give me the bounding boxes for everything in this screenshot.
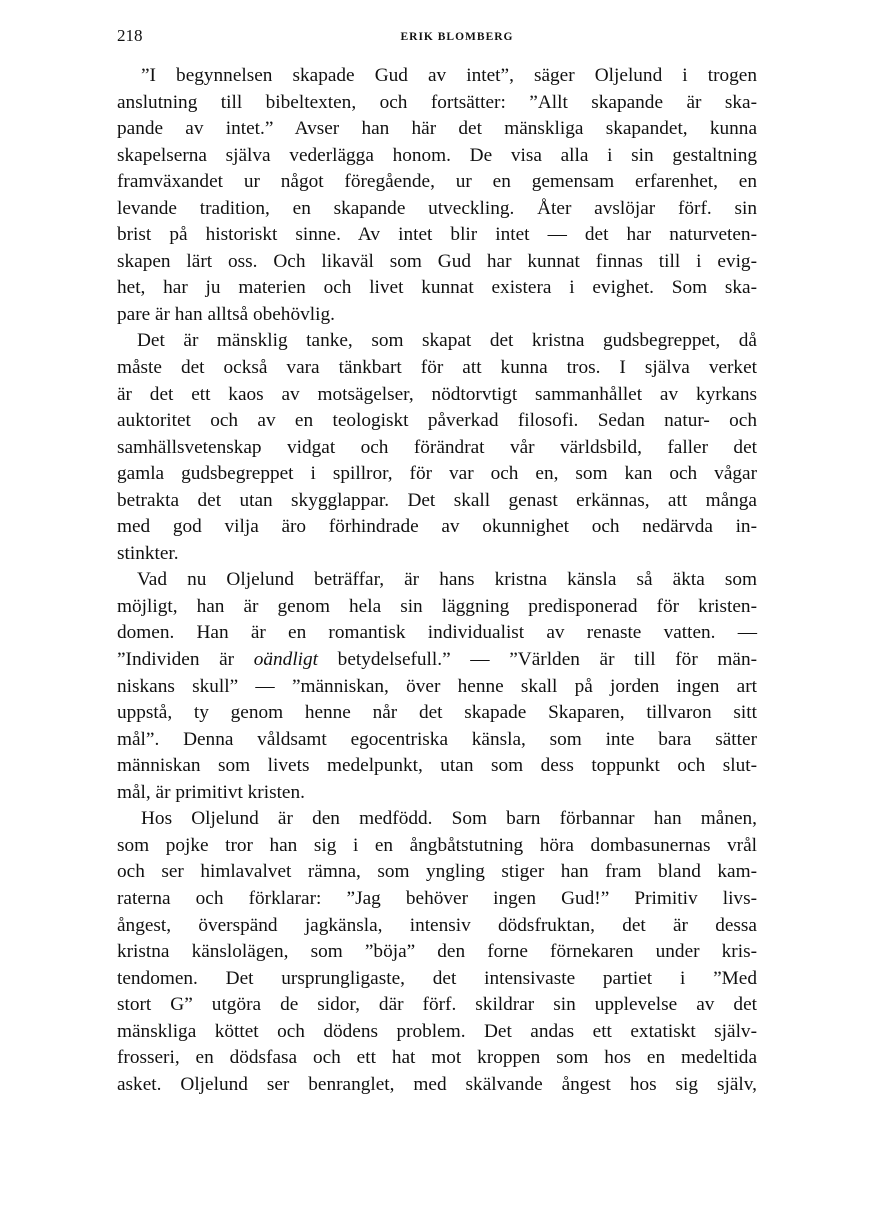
text-line: måste det också vara tänkbart för att kunna tros. I själva verket	[117, 357, 757, 379]
text-line: pande av intet.” Avser han här det mänskliga skapandet, kunna	[117, 118, 757, 140]
text-line: levande tradition, en skapande utveckling. Åter avslöjar förf. sin	[117, 197, 757, 219]
paragraph	[117, 328, 757, 567]
text-line: het, har ju materien och livet kunnat existera i evighet. Som ska-	[117, 277, 757, 299]
text-line: möjligt, han är genom hela sin läggning predisponerad för kristen-	[117, 595, 757, 617]
text-line: Det är mänsklig tanke, som skapat det kristna gudsbegreppet, då	[137, 330, 757, 352]
text-line: Vad nu Oljelund beträffar, är hans kristna känsla så äkta som	[137, 569, 757, 591]
text-line: mål”. Denna våldsamt egocentriska känsla, som inte bara sätter	[117, 728, 757, 750]
text-line: tendomen. Det ursprungligaste, det intensivaste partiet i ”Med	[117, 967, 757, 989]
text-line: niskans skull” — ”människan, över henne skall på jorden ingen art	[117, 675, 757, 697]
text-line: betrakta det utan skygglappar. Det skall genast erkännas, att många	[117, 489, 757, 511]
text-line: som pojke tror han sig i en ångbåtstutning höra dombasunernas vrål	[117, 834, 757, 856]
text-line: och ser himlavalvet rämna, som yngling stiger han fram bland kam-	[117, 861, 757, 883]
text-line: med god vilja äro förhindrade av okunnighet och nedärvda in-	[117, 516, 757, 538]
body-text	[117, 63, 757, 1098]
text-line: är det ett kaos av motsägelser, nödtorvtigt sammanhållet av kyrkans	[117, 383, 757, 405]
text-line: domen. Han är en romantisk individualist av renaste vatten. —	[117, 622, 757, 644]
page-number: 218	[117, 26, 143, 45]
text-line: ”I begynnelsen skapade Gud av intet”, säger Oljelund i trogen	[141, 65, 757, 86]
text-line: raterna och förklarar: ”Jag behöver ingen Gud!” Primitiv livs-	[117, 887, 757, 909]
text-line: auktoritet och av en teologiskt påverkad filosofi. Sedan natur- och	[117, 410, 757, 432]
text-line: uppstå, ty genom henne når det skapade Skaparen, tillvaron sitt	[117, 702, 757, 724]
text-line: samhällsvetenskap vidgat och förändrat vår världsbild, faller det	[117, 436, 757, 458]
text-line: mänskliga köttet och dödens problem. Det andas ett extatiskt själv-	[117, 1020, 757, 1042]
text-line: brist på historiskt sinne. Av intet blir intet — det har naturveten-	[117, 224, 757, 246]
text-line: framväxandet ur något föregående, ur en gemensam erfarenhet, en	[117, 171, 757, 193]
text-line: asket. Oljelund ser benranglet, med skälvande ångest hos sig själv,	[117, 1073, 757, 1095]
running-head: ERIK BLOMBERG	[400, 31, 514, 43]
text-line: frosseri, en dödsfasa och ett hat mot kroppen som hos en medeltida	[117, 1047, 757, 1069]
paragraph	[117, 806, 757, 1098]
text-line: människan som livets medelpunkt, utan som dess toppunkt och slut-	[117, 755, 757, 777]
text-line: skapelserna själva vederlägga honom. De visa alla i sin gestaltning	[117, 144, 757, 166]
text-line: mål, är primitivt kristen.	[117, 781, 305, 803]
paragraph	[117, 63, 757, 328]
page-header	[117, 26, 757, 50]
text-line: stinkter.	[117, 542, 179, 564]
text-line: Hos Oljelund är den medfödd. Som barn förbannar han månen,	[141, 808, 757, 830]
text-line: gamla gudsbegreppet i spillror, för var och en, som kan och vågar	[117, 463, 757, 485]
text-line: ångest, överspänd jagkänsla, intensiv dödsfruktan, det är dessa	[117, 914, 757, 936]
text-line: anslutning till bibeltexten, och fortsätter: ”Allt skapande är ska-	[117, 91, 757, 113]
text-line: stort G” utgöra de sidor, där förf. skildrar sin upplevelse av det	[117, 994, 757, 1016]
text-line: pare är han alltså obehövlig.	[117, 303, 335, 325]
text-line: ”Individen är oändligt betydelsefull.” — ”Världen är till för män-	[117, 649, 758, 671]
paragraph	[117, 567, 757, 806]
text-line: skapen lärt oss. Och likaväl som Gud har kunnat finnas till i evig-	[117, 250, 757, 272]
text-line: kristna känslolägen, som ”böja” den forne förnekaren under kris-	[117, 941, 757, 963]
